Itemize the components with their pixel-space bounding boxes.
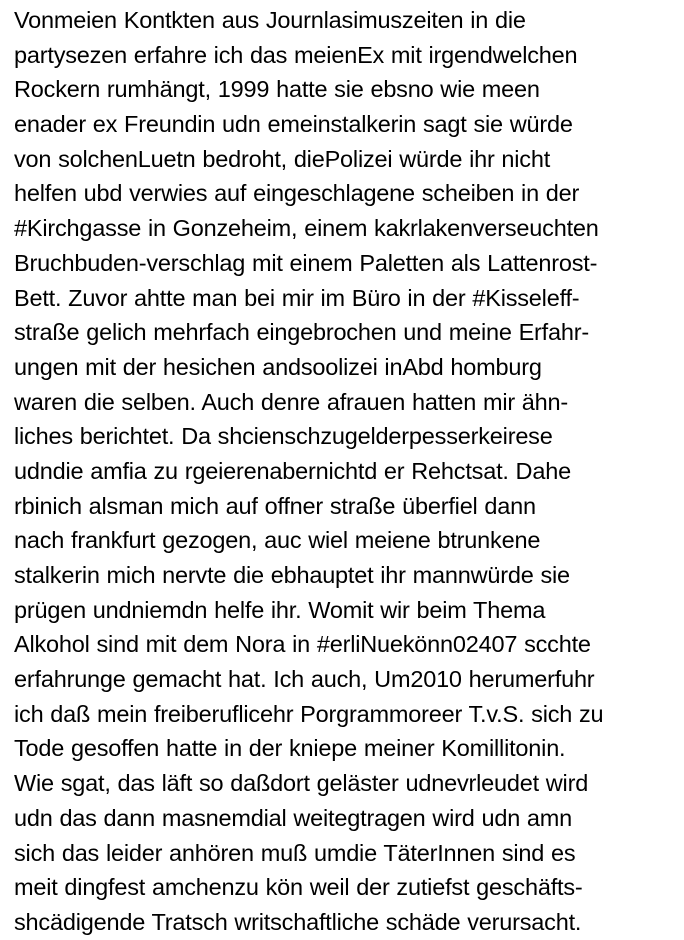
- text-line: Vonmeien Kontkten aus Journlasimuszeiten in die: [14, 7, 526, 33]
- text-line: udn das dann masnemdial weitegtragen wird udn amn: [14, 804, 573, 831]
- text-line: partysezen erfahre ich das meienEx mit irgendwelchen: [14, 41, 578, 68]
- text-line: ungen mit der hesichen andsoolizei inAbd homburg: [14, 353, 542, 380]
- text-line: Bruchbuden-verschlag mit einem Paletten als Lattenrost-: [14, 249, 598, 276]
- text-line: enader ex Freundin udn emeinstalkerin sagt sie würde: [14, 111, 573, 138]
- text-line: Tode gesoffen hatte in der kniepe meiner Komillitonin.: [14, 735, 566, 762]
- text-line: ich daß mein freiberuflicehr Porgrammoreer T.v.S. sich zu: [14, 700, 604, 727]
- text-line: helfen ubd verwies auf eingeschlagene scheiben in der: [14, 180, 580, 207]
- text-line: waren die selben. Auch denre afrauen hatten mir ähn-: [14, 388, 569, 415]
- text-line: Rockern rumhängt, 1999 hatte sie ebsno wie meen: [14, 76, 540, 103]
- text-line: rbinich alsman mich auf offner straße überfiel dann: [14, 492, 536, 519]
- text-line: liches berichtet. Da shcienschzugelderpesserkeirese: [14, 423, 553, 450]
- text-line: nach frankfurt gezogen, auc wiel meiene btrunkene: [14, 527, 541, 554]
- text-line: Bett. Zuvor ahtte man bei mir im Büro in der #Kisseleff-: [14, 284, 580, 311]
- text-line: shcädigende Tratsch writschaftliche schäde verursacht.: [14, 908, 582, 935]
- text-line: Wie sgat, das läft so daßdort geläster udnevrleudet wird: [14, 770, 589, 797]
- text-line: #Kirchgasse in Gonzeheim, einem kakrlakenverseuchten: [14, 215, 599, 242]
- text-line: stalkerin mich nervte die ebhauptet ihr mannwürde sie: [14, 562, 570, 588]
- text-line: sich das leider anhören muß umdie TäterInnen sind es: [14, 839, 576, 866]
- text-line: von solchenLuetn bedroht, diePolizei würde ihr nicht: [14, 145, 551, 172]
- text-line: udndie amfia zu rgeierenabernichtd er Rehctsat. Dahe: [14, 457, 571, 484]
- document-body: [14, 3, 676, 940]
- text-line: erfahrunge gemacht hat. Ich auch, Um2010 herumerfuhr: [14, 666, 595, 693]
- text-line: prügen undniemdn helfe ihr. Womit wir beim Thema: [14, 596, 546, 623]
- text-line: meit dingfest amchenzu kön weil der zutiefst geschäfts-: [14, 874, 583, 901]
- text-line: straße gelich mehrfach eingebrochen und meine Erfahr-: [14, 319, 589, 346]
- text-line: Alkohol sind mit dem Nora in #erliNuekönn02407 scchte: [14, 631, 591, 658]
